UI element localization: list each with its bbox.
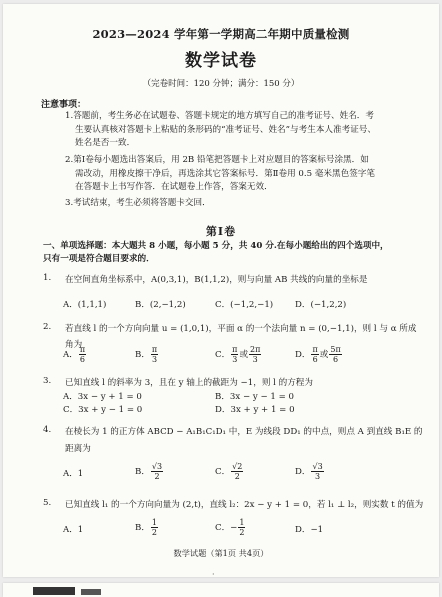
exam-meta: （完卷时间：120 分钟；满分：150 分） (142, 79, 300, 89)
option-a (63, 345, 87, 364)
option-c (215, 345, 262, 364)
option-b: B．3x − y − 1 = 0 (215, 392, 295, 402)
denominator: 2 (234, 472, 240, 481)
option-b (135, 518, 159, 537)
question-text: 在棱长为 1 的正方体 ABCD − A₁B₁C₁D₁ 中，E 为线段 DD₁ 的中点，则点 A 到直线 B₁E 的 (65, 427, 423, 437)
numerator: π (312, 345, 318, 354)
notice-line: 姓名是否一致． (75, 138, 136, 148)
numerator: √3 (312, 462, 323, 471)
denominator: 6 (332, 355, 339, 364)
denominator: 6 (79, 355, 85, 364)
fraction (311, 462, 323, 481)
numerator: π (232, 345, 238, 354)
exam-title: 数学试卷 (185, 51, 257, 71)
option-b (135, 462, 164, 481)
fraction (79, 345, 86, 364)
option-a: A．3x − y + 1 = 0 (63, 392, 142, 402)
numerator: 5π (330, 345, 341, 354)
denominator: 3 (232, 355, 238, 364)
question-text: 已知直线 l₁ 的一个方向向量为 (2,t)，直线 l₂：2x − y + 1 = 0，若 l₁ ⊥ l₂，则实数 t 的值为 (65, 500, 424, 510)
option-d: D．3x + y + 1 = 0 (215, 405, 295, 415)
question-number: 4. (43, 425, 52, 435)
notice-line: 生要认真核对答题卡上粘贴的条形码的“准考证号、姓名”与考生本人准考证号、 (75, 124, 376, 135)
question-text: 已知直线 l 的斜率为 3，且在 y 轴上的截距为 −1，则 l 的方程为 (65, 378, 313, 388)
option-a: A．1 (63, 469, 84, 479)
next-page-text-fragment (81, 589, 101, 595)
question-text: 在空间直角坐标系中，A(0,3,1)，B(1,1,2)，则与向量 AB 共线的向量的坐标是 (65, 275, 368, 285)
section-intro: 只有一项是符合题目要求的． (43, 254, 155, 264)
denominator: 3 (152, 355, 158, 364)
notice-line: 2.第Ⅰ卷每小题选出答案后，用 2B 铅笔把答题卡上对应题目的答案标号涂黑．如 (65, 155, 369, 165)
question-text: 角为 (65, 340, 83, 350)
or-word: 或 (239, 350, 249, 360)
option-d: D．(−1,2,2) (295, 300, 347, 310)
denominator: 6 (312, 355, 318, 364)
page-footer: 数学试题（第1页 共4页） (173, 548, 269, 558)
or-word: 或 (319, 350, 329, 360)
next-page-text-fragment (33, 587, 75, 595)
option-c: C．(−1,2,−1) (215, 300, 274, 310)
denominator: 3 (252, 355, 258, 364)
numerator: 1 (151, 518, 158, 527)
fraction (231, 462, 243, 481)
page-dot: · (212, 570, 215, 579)
notice-heading: 注意事项： (41, 100, 87, 110)
numerator: 2π (250, 345, 261, 354)
question-number: 1. (43, 273, 52, 283)
section-title: 第Ⅰ卷 (205, 225, 237, 238)
option-label: C．− (215, 523, 238, 533)
numerator: 1 (239, 518, 245, 527)
option-label: C． (215, 467, 231, 477)
fraction (238, 518, 245, 537)
question-number: 2. (43, 322, 52, 332)
option-label: A． (63, 350, 78, 360)
exam-header: 2023—2024 学年第一学期高二年期中质量检测 (92, 27, 350, 41)
denominator: 3 (315, 472, 321, 481)
notice-line: 在答题卡上书写作答．在试题卷上作答，答案无效． (75, 182, 273, 192)
option-label: D． (295, 350, 311, 360)
option-label: C． (215, 350, 231, 360)
fraction (249, 345, 261, 364)
fraction (151, 518, 158, 537)
option-c (215, 518, 246, 537)
fraction (231, 345, 238, 364)
numerator: √2 (232, 462, 243, 471)
question-text: 距离为 (65, 444, 91, 454)
exam-page (3, 4, 439, 577)
numerator: π (79, 345, 86, 354)
denominator: 2 (151, 528, 158, 537)
denominator: 2 (154, 472, 160, 481)
option-label: B． (135, 467, 150, 477)
denominator: 2 (239, 528, 245, 537)
notice-line: 需改动，用橡皮擦干净后，再选涂其它答案标号．第Ⅱ卷用 0.5 毫米黑色签字笔 (75, 168, 375, 179)
option-d: D．−1 (295, 525, 324, 535)
option-c (215, 462, 244, 481)
option-c: C．3x + y − 1 = 0 (63, 405, 143, 415)
question-number: 3. (43, 376, 52, 386)
option-d (295, 462, 325, 481)
notice-line: 3.考试结束，考生必须将答题卡交回． (65, 198, 211, 208)
notice-line: 1.答题前，考生务必在试题卷、答题卡规定的地方填写自己的准考证号、姓名．考 (65, 111, 374, 121)
option-label: B． (135, 523, 150, 533)
option-label: D． (295, 467, 311, 477)
option-a: A．(1,1,1) (63, 300, 107, 310)
question-text: 若直线 l 的一个方向向量 u = (1,0,1)，平面 α 的一个法向量 n = (0,−1,1)，则 l 与 α 所成 (65, 324, 417, 334)
fraction (151, 462, 163, 481)
option-a: A．1 (63, 525, 84, 535)
fraction (311, 345, 318, 364)
numerator: π (151, 345, 158, 354)
option-d (295, 345, 343, 364)
numerator: √3 (151, 462, 163, 471)
question-number: 5. (43, 498, 52, 508)
fraction (151, 345, 158, 364)
option-label: B． (135, 350, 150, 360)
fraction (329, 345, 341, 364)
option-b (135, 345, 159, 364)
section-intro: 一、单项选择题：本大题共 8 小题，每小题 5 分，共 40 分.在每小题给出的四个选项中， (43, 241, 389, 251)
option-b: B．(2,−1,2) (135, 300, 186, 310)
